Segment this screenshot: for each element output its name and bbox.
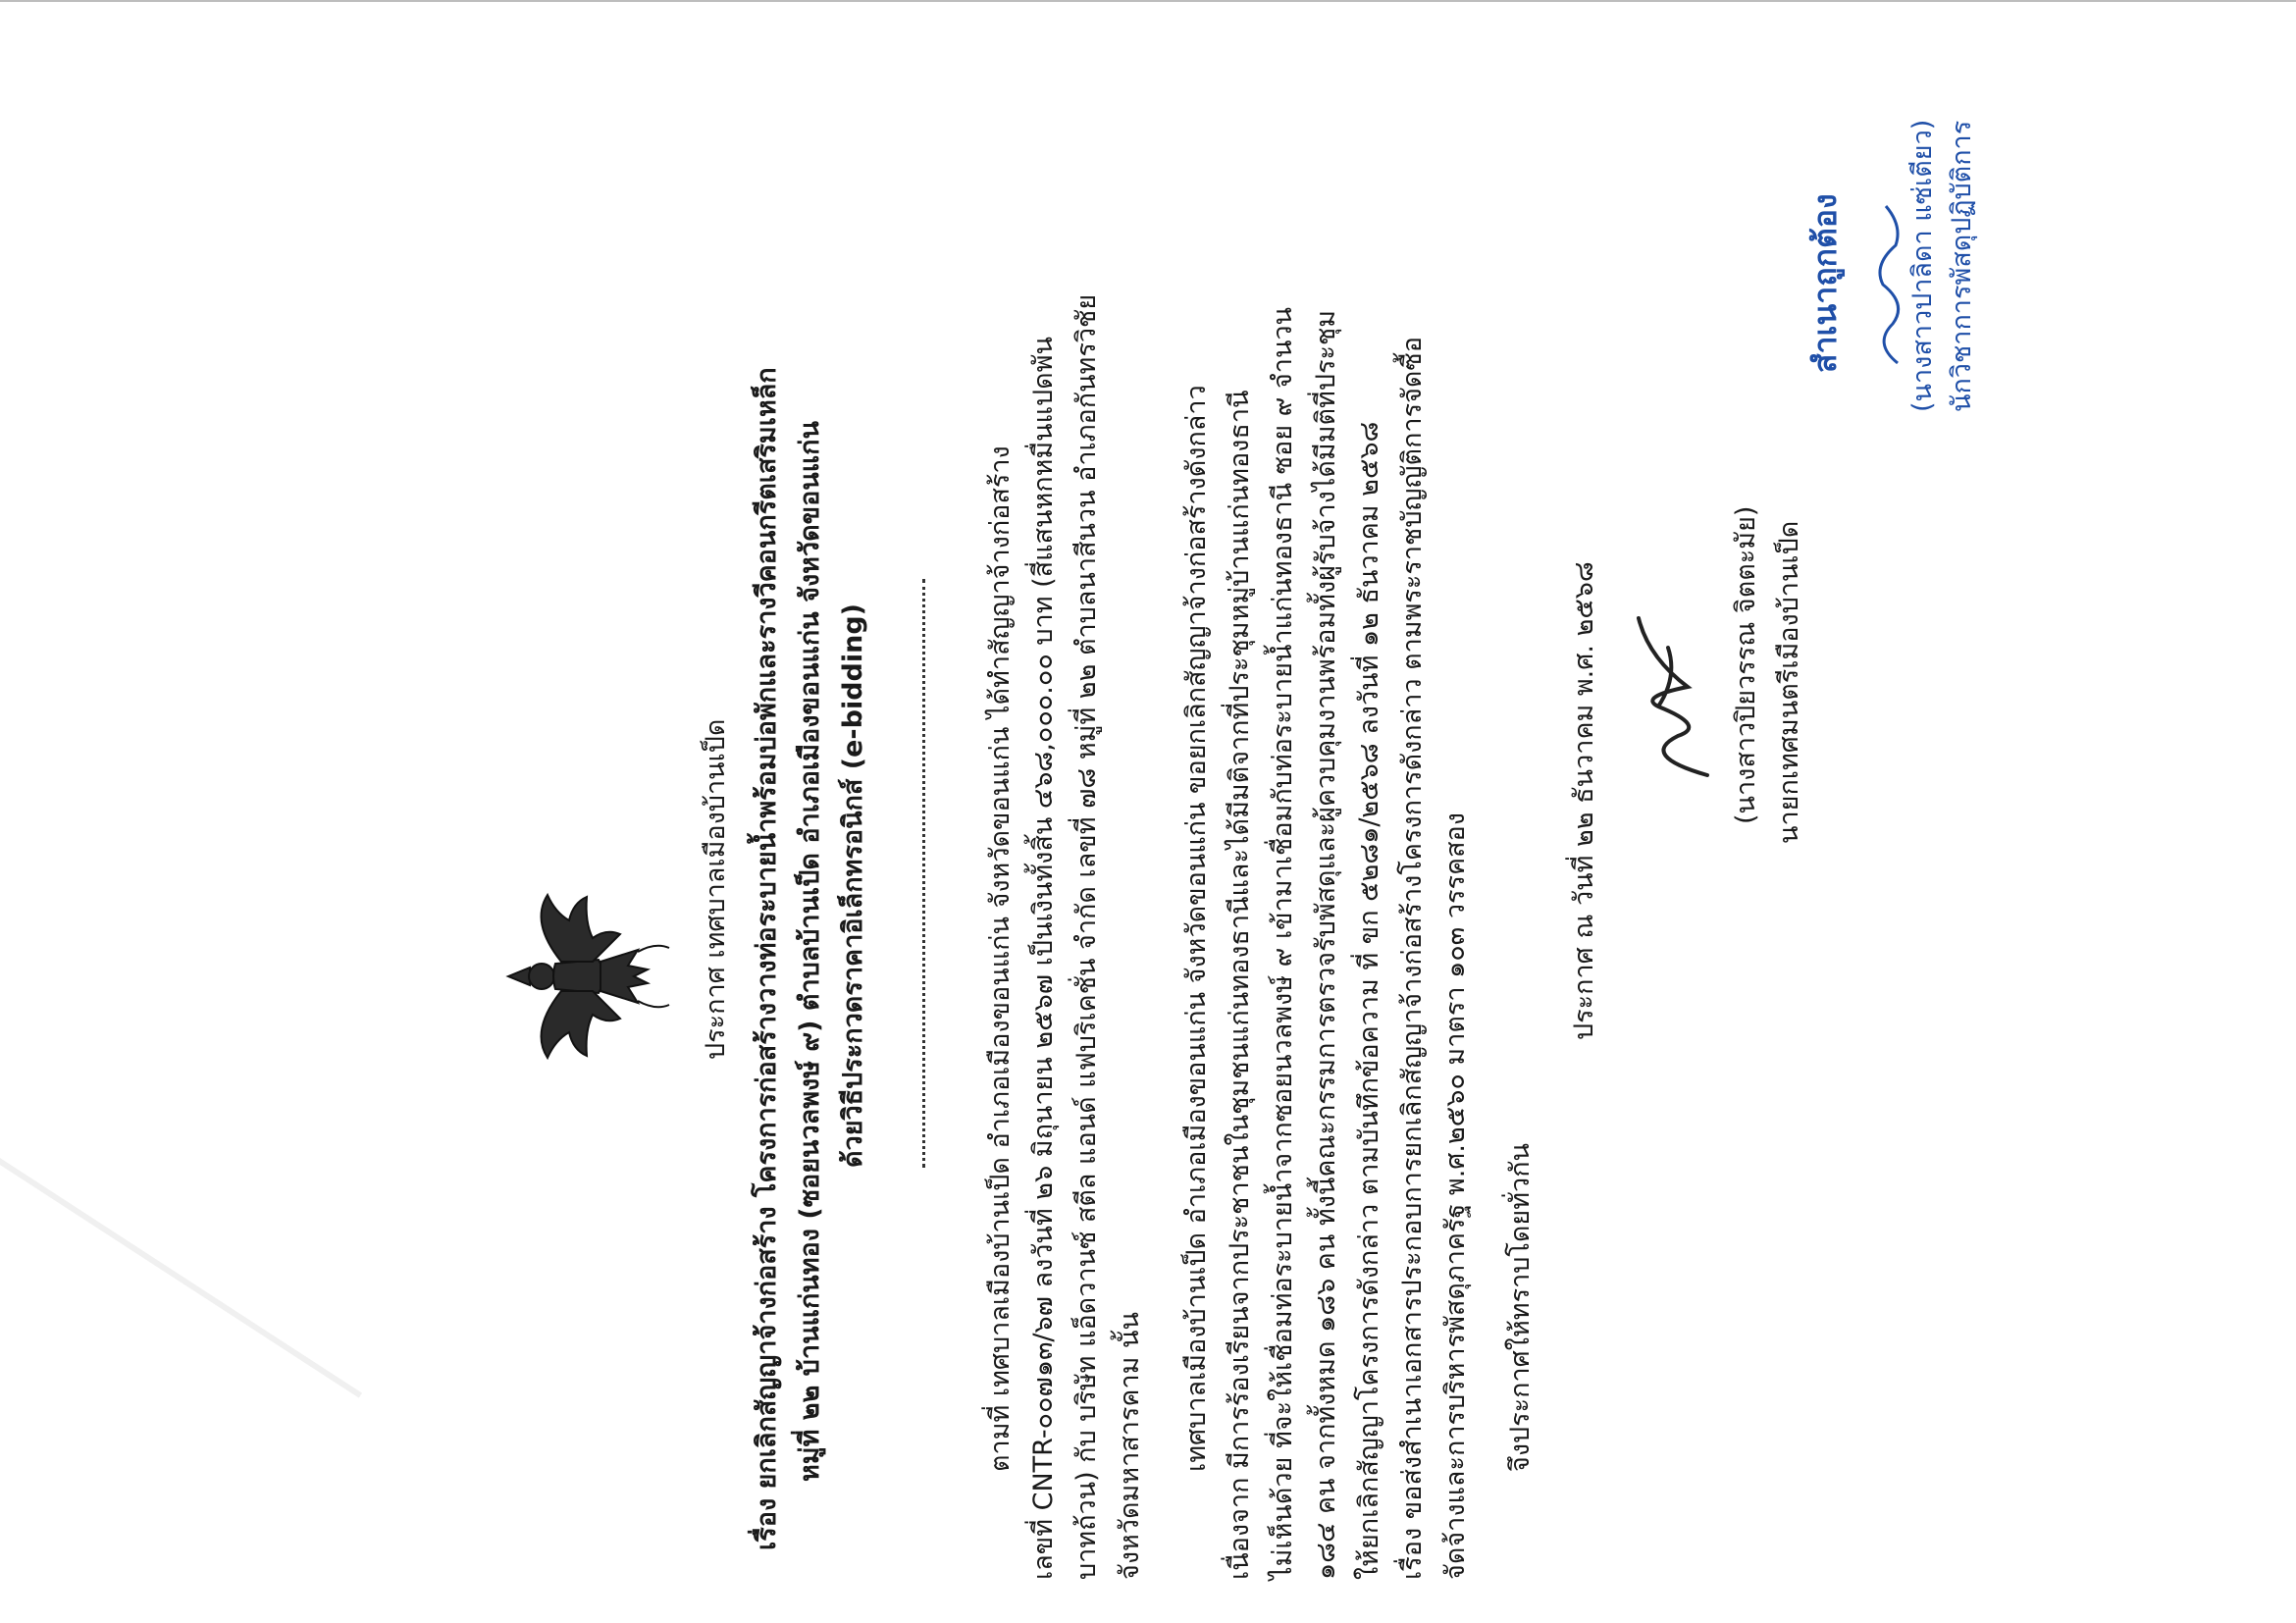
para2-line-4: ๑๘๔ คน จากทั้งหมด ๑๘๖ คน ทั้งนี้คณะกรรมการตรวจรับพัสดุและผู้ควบคุมงานพร้อมทั้งผู้รับจ้างได้มีมติที่ประชุม xyxy=(1311,309,1341,1580)
signatory-name: (นางสาวปิยวรรณ จิตตะมัย) xyxy=(1731,505,1761,824)
para2-line-1: เทศบาลเมืองบ้านเป็ด อำเภอเมืองขอนแก่น จังหวัดขอนแก่น ขอยกเลิกสัญญาจ้างก่อสร้างดังกล่าว xyxy=(1181,385,1212,1472)
closing-line: จึงประกาศให้ทราบโดยทั่วกัน xyxy=(1505,1143,1536,1472)
para1-line-3: บาทถ้วน) กับ บริษัท แอ็ดวานซ์ สตีล แอนด์ แฟบริเคชั่น จำกัด เลขที่ ๗๘ หมู่ที่ ๒๒ ตำบลนาสีนวน อำเภอกันทรวิชัย xyxy=(1071,293,1102,1580)
mayor-signature xyxy=(1619,559,1727,805)
dotted-divider xyxy=(922,579,925,1168)
subject-line-1: เรื่อง ยกเลิกสัญญาจ้างก่อสร้าง โครงการก่อสร้างวางท่อระบายน้ำพร้อมบ่อพักและรางวีคอนกรีตเสริมเหล็ก xyxy=(752,367,782,1550)
para1-line-4: จังหวัดมหาสารคาม นั้น xyxy=(1115,1312,1145,1580)
signatory-position: นายกเทศมนตรีเมืองบ้านเป็ด xyxy=(1774,520,1804,844)
scan-top-edge xyxy=(0,0,2296,2)
para2-line-5: ให้ยกเลิกสัญญาโครงการดังกล่าว ตามบันทึกข้อความ ที่ ขก ๕๒๘๑/๒๕๖๘ ลงวันที่ ๑๒ ธันวาคม ๒๕๖๘ xyxy=(1354,421,1384,1580)
stamp-name: (นางสาวปาลิดา แซ่เตียว) xyxy=(1907,119,1938,412)
para2-line-3: ไม่เห็นด้วย ที่จะให้เชื่อมท่อระบายน้ำจากซอยนวลพงษ์ ๙ เข้ามาเชื่อมกับท่อระบายน้ำแก่นทองธานี ซอย ๙ จำนวน xyxy=(1268,306,1298,1580)
stamp-title: สำเนาถูกต้อง xyxy=(1806,193,1844,373)
para1-line-2: เลขที่ CNTR-๐๐๗๑๓/๖๗ ลงวันที่ ๒๖ มิถุนายน ๒๕๖๗ เป็นเงินทั้งสิ้น ๔๖๘,๐๐๐.๐๐ บาท (สี่แสนหกหมื่นแปดพัน xyxy=(1028,337,1059,1580)
announcement-title: ประกาศ เทศบาลเมืองบ้านเป็ด xyxy=(701,718,731,1060)
stamp-position: นักวิชาการพัสดุปฏิบัติการ xyxy=(1947,120,1977,412)
para2-line-7: จัดจ้างและการบริหารพัสดุภาครัฐ พ.ศ.๒๕๖๐ มาตรา ๑๐๓ วรรคสอง xyxy=(1440,812,1471,1580)
subject-line-2: หมู่ที่ ๒๒ บ้านแก่นทอง (ซอยนวลพงษ์ ๙) ตำบลบ้านเป็ด อำเภอเมืองขอนแก่น จังหวัดขอนแก่น xyxy=(795,421,825,1482)
subject-line-3: ด้วยวิธีประกวดราคาอิเล็กทรอนิกส์ (e-bidding) xyxy=(838,602,868,1168)
announcement-page xyxy=(491,119,1977,1590)
para2-line-2: เนื่องจาก มีการร้องเรียนจากประชาชนในชุมชนแก่นทองธานีและได้มีมติจากที่ประชุมหมู่บ้านแก่นทองธานี xyxy=(1225,390,1255,1580)
scan-fold-shadow xyxy=(0,1158,362,1398)
stamp-signature xyxy=(1868,196,1907,373)
para2-line-6: เรื่อง ขอส่งสำเนาเอกสารประกอบการยกเลิกสัญญาจ้างก่อสร้างโครงการดังกล่าว ตามพระราชบัญญัติการจัดซื้อ xyxy=(1397,337,1428,1580)
date-line: ประกาศ ณ วันที่ ๒๒ ธันวาคม พ.ศ. ๒๕๖๘ xyxy=(1569,561,1599,1040)
garuda-emblem xyxy=(491,883,677,1070)
para1-line-1: ตามที่ เทศบาลเมืองบ้านเป็ด อำเภอเมืองขอนแก่น จังหวัดขอนแก่น ได้ทำสัญญาจ้างก่อสร้าง xyxy=(985,445,1016,1472)
